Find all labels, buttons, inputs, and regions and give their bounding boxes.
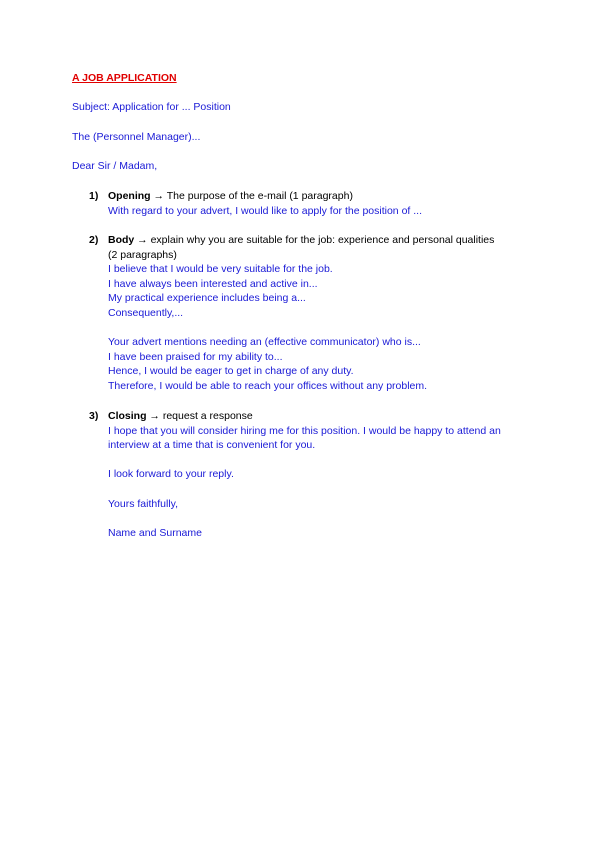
section-heading-continued bbox=[72, 248, 532, 263]
section-number: 2) bbox=[89, 234, 99, 246]
body-line: I believe that I would be very suitable for the job. bbox=[108, 263, 333, 276]
section-number: 1) bbox=[89, 190, 99, 202]
section-heading bbox=[72, 233, 532, 248]
body-line: With regard to your advert, I would like to apply for the position of ... bbox=[108, 204, 422, 217]
section-body bbox=[72, 424, 532, 541]
salutation-line: Dear Sir / Madam, bbox=[72, 160, 158, 172]
section-keyword: Body bbox=[108, 234, 135, 246]
body-line: I have always been interested and active in... bbox=[108, 277, 318, 290]
section-number: 3) bbox=[89, 410, 99, 422]
body-line: interview at a time that is convenient for you. bbox=[108, 439, 316, 452]
body-line: I have been praised for my ability to... bbox=[108, 350, 283, 363]
arrow-icon: → bbox=[149, 410, 160, 422]
arrow-icon: → bbox=[153, 190, 165, 202]
section-description-continued: (2 paragraphs) bbox=[108, 248, 177, 261]
body-line: Hence, I would be eager to get in charge of any duty. bbox=[108, 365, 354, 378]
section-description: The purpose of the e-mail (1 paragraph) bbox=[166, 190, 353, 202]
body-line: Therefore, I would be able to reach your offices without any problem. bbox=[108, 379, 428, 392]
section-body bbox=[72, 204, 532, 219]
section-keyword: Closing bbox=[108, 410, 147, 422]
section-body-paragraphs bbox=[72, 233, 532, 394]
body-line: My practical experience includes being a... bbox=[108, 292, 306, 305]
section-keyword: Opening bbox=[108, 190, 151, 202]
section-heading bbox=[72, 189, 532, 204]
recipient-line: The (Personnel Manager)... bbox=[72, 131, 201, 143]
section-description: explain why you are suitable for the job: experience and personal qualities bbox=[150, 234, 495, 246]
body-line: Yours faithfully, bbox=[108, 497, 179, 510]
body-line: Consequently,... bbox=[108, 306, 184, 319]
arrow-icon: → bbox=[137, 234, 148, 246]
section-description: request a response bbox=[162, 410, 253, 422]
section-body bbox=[72, 262, 532, 393]
body-line: I look forward to your reply. bbox=[108, 468, 234, 481]
subject-line: Subject: Application for ... Position bbox=[72, 101, 231, 113]
document-title: A JOB APPLICATION bbox=[72, 72, 177, 84]
section-opening bbox=[72, 189, 532, 218]
section-closing bbox=[72, 409, 532, 540]
section-heading bbox=[72, 409, 532, 424]
body-line: Your advert mentions needing an (effective communicator) who is... bbox=[108, 336, 421, 349]
body-line: I hope that you will consider hiring me for this position. I would be happy to attend an bbox=[108, 424, 501, 437]
body-line: Name and Surname bbox=[108, 526, 202, 539]
